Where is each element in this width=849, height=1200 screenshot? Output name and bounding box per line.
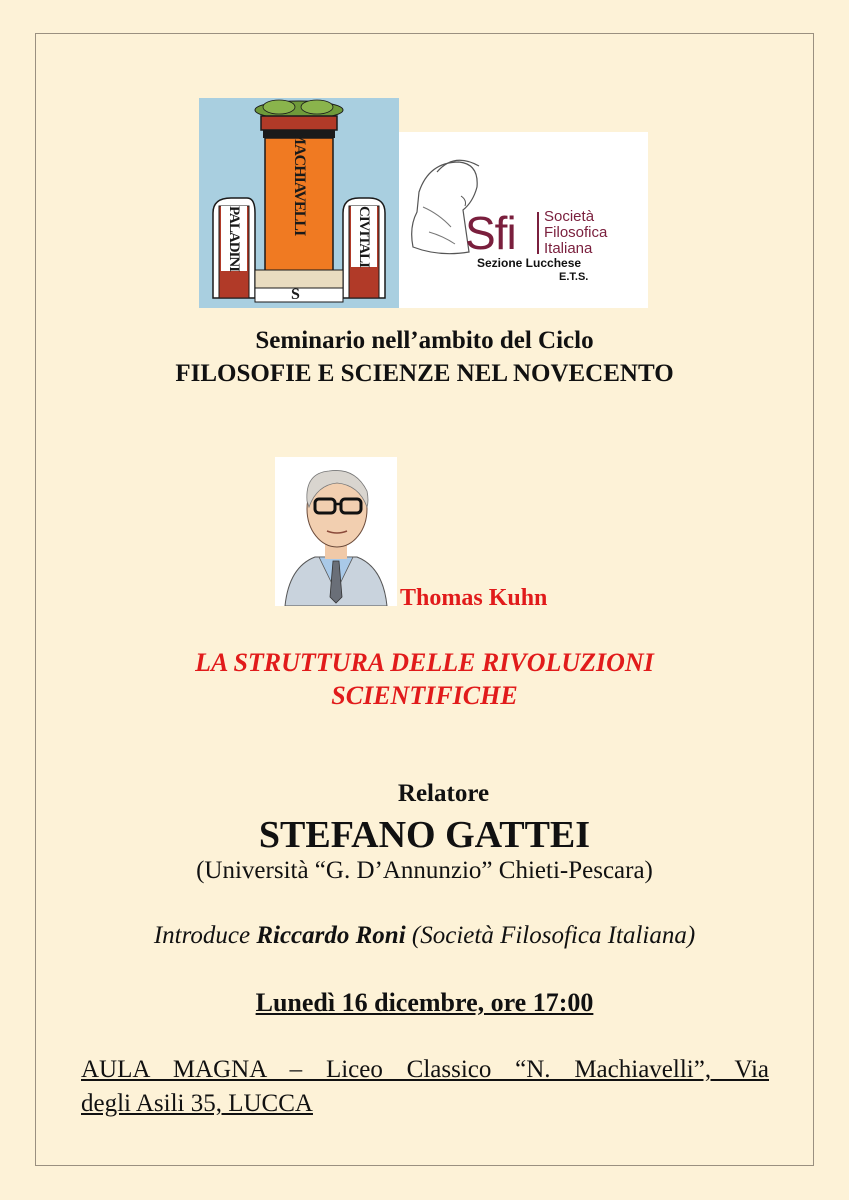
seminar-subtitle: Seminario nell’ambito del Ciclo [255, 327, 594, 354]
sfi-logo [399, 132, 648, 308]
sfi-name-line3: Italiana [544, 240, 593, 257]
kuhn-portrait [275, 457, 397, 606]
tower-text: MACHIAVELLI [291, 130, 308, 236]
sfi-name-line1: Società [544, 208, 595, 225]
sfi-abbr: Sfi [465, 207, 516, 259]
event-date: Lunedì 16 dicembre, ore 17:00 [255, 988, 594, 1017]
left-column-text: PALADINI [221, 206, 247, 271]
author-name: Thomas Kuhn [400, 585, 548, 611]
cycle-title: FILOSOFIE E SCIENZE NEL NOVECENTO [175, 360, 674, 387]
speaker-affiliation: (Università “G. D’Annunzio” Chieti-Pescara) [196, 857, 653, 884]
base-letter: S [291, 286, 300, 303]
sfi-ets: E.T.S. [559, 271, 589, 283]
sfi-section: Sezione Lucchese [477, 256, 582, 270]
intro-name: Riccardo Roni [256, 922, 406, 949]
intro-suffix: (Società Filosofica Italiana) [405, 922, 696, 949]
talk-title-line2: SCIENTIFICHE [331, 681, 518, 710]
talk-title-line1: LA STRUTTURA DELLE RIVOLUZIONI [195, 648, 654, 677]
liceo-logo [199, 98, 399, 308]
sfi-divider [537, 212, 539, 254]
sfi-name-line2: Filosofica [544, 224, 608, 241]
introduction-line [0, 922, 849, 950]
venue-line1: AULA MAGNA – Liceo Classico “N. Machiavelli”, Via [81, 1056, 769, 1083]
portrait-illustration-icon [275, 457, 397, 606]
intro-prefix: Introduce [153, 922, 257, 949]
athena-figure-icon [399, 132, 648, 308]
right-column-text: CIVITALI [351, 206, 377, 267]
speaker-name: STEFANO GATTEI [258, 814, 591, 856]
venue-line2: degli Asili 35, LUCCA [81, 1090, 313, 1117]
speaker-label: Relatore [397, 780, 490, 807]
